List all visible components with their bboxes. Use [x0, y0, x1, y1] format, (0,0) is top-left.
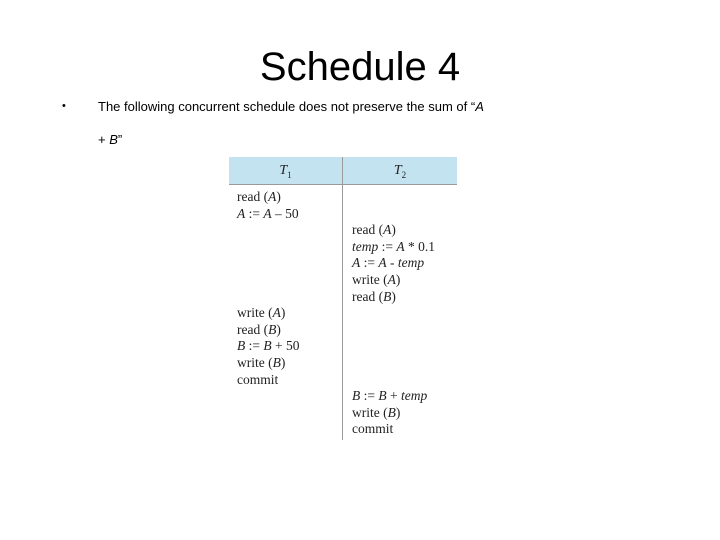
header-divider [229, 184, 457, 185]
operation-text: := [245, 338, 264, 354]
bullet-var-b: B [109, 132, 118, 147]
operation-text: commit [237, 371, 279, 387]
schedule-step-t1 [237, 338, 300, 355]
column-divider [342, 157, 343, 440]
operation-text: read ( [352, 288, 384, 304]
operation-text: ) [395, 272, 401, 287]
variable: A [387, 272, 396, 287]
operation-text: + [386, 388, 401, 404]
operation-text: read ( [237, 321, 269, 337]
operation-text: ) [391, 222, 396, 238]
bullet-text-main: The following concurrent schedule does not preserve the sum of “ [98, 99, 476, 114]
operation-text: := [378, 238, 397, 254]
variable: A [263, 205, 272, 221]
bullet-marker: • [62, 100, 66, 112]
column-header-t1 [229, 157, 342, 184]
schedule-step-t1 [237, 206, 299, 223]
variable: B [387, 404, 396, 420]
operation-text: := [245, 205, 264, 221]
variable: A [396, 238, 405, 254]
variable: A [383, 222, 392, 238]
schedule-step-t1 [237, 189, 281, 206]
operation-text: := [360, 255, 379, 271]
schedule-step-t2 [352, 255, 424, 272]
variable: A [268, 189, 277, 204]
operation-text: ) [276, 321, 281, 337]
schedule-step-t2 [352, 222, 396, 239]
operation-text: write ( [352, 404, 388, 420]
operation-text: read ( [352, 222, 384, 238]
operation-text: ) [280, 355, 286, 370]
variable: temp [401, 388, 428, 404]
operation-text: ) [391, 288, 396, 304]
schedule-step-t1 [237, 305, 285, 322]
schedule-step-t2 [352, 239, 435, 256]
variable: A [352, 255, 361, 271]
operation-text: – 50 [271, 205, 299, 221]
schedule-step-t1 [237, 372, 278, 389]
operation-text: write ( [237, 355, 273, 370]
schedule-table [229, 157, 457, 440]
bullet-plus: + [98, 132, 110, 147]
variable: B [237, 338, 246, 354]
variable: B [272, 355, 281, 370]
operation-text: write ( [352, 272, 388, 287]
operation-text: := [360, 388, 379, 404]
operation-text: * 0.1 [404, 238, 435, 254]
bullet-text [98, 90, 578, 156]
variable: temp [352, 238, 379, 254]
t2-header-subscript: 2 [401, 169, 407, 180]
operation-text: + 50 [271, 338, 300, 354]
schedule-step-t2 [352, 272, 400, 289]
schedule-step-t2 [352, 405, 400, 422]
schedule-step-t2 [352, 388, 427, 405]
operation-text: write ( [237, 305, 273, 321]
schedule-step-t2 [352, 289, 396, 306]
slide-title: Schedule 4 [259, 45, 461, 89]
schedule-step-t1 [237, 322, 281, 339]
bullet-var-a: A [475, 99, 484, 114]
variable: B [352, 388, 361, 404]
variable: A [272, 305, 281, 321]
schedule-step-t1 [237, 355, 285, 372]
t1-header-subscript: 1 [287, 169, 292, 180]
operation-text: ) [395, 404, 401, 420]
operation-text: read ( [237, 189, 269, 204]
bullet-close-quote: ” [117, 132, 123, 147]
column-header-t2 [343, 157, 457, 184]
variable: B [268, 321, 277, 337]
variable: B [263, 338, 272, 354]
operation-text: - [386, 255, 398, 271]
variable: B [383, 288, 392, 304]
operation-text: commit [352, 421, 394, 437]
variable: temp [397, 255, 425, 271]
variable: B [378, 388, 387, 404]
operation-text: ) [276, 189, 281, 204]
variable: A [237, 205, 246, 221]
variable: A [378, 255, 387, 271]
t1-header-letter: T [279, 163, 288, 178]
operation-text: ) [280, 305, 286, 321]
t2-header-letter: T [393, 163, 402, 178]
schedule-step-t2 [352, 421, 393, 438]
